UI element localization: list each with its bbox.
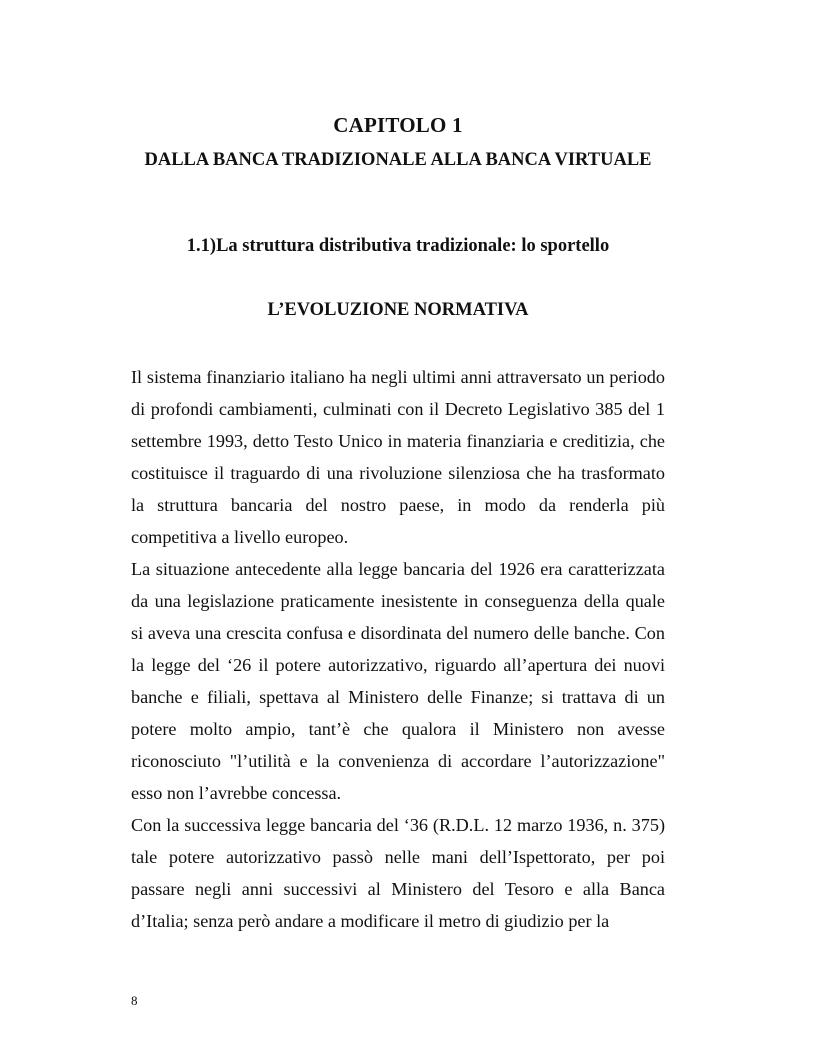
paragraph: La situazione antecedente alla legge bancaria del 1926 era caratterizzata da una legislazione praticamente inesistente in conseguenza della quale si aveva una crescita confusa e disordinata del numero delle banche. Con la legge del ‘26 il potere autorizzativo, riguardo all’apertura dei nuovi banche e filiali, spettava al Ministero delle Finanze; si trattava di un potere molto ampio, tant’è che qualora il Ministero non avesse riconosciuto "l’utilità e la convenienza di accordare l’autorizzazione" esso non l’avrebbe concessa. (131, 559, 665, 803)
chapter-title: DALLA BANCA TRADIZIONALE ALLA BANCA VIRTUALE (144, 150, 652, 170)
subsection-title: L’EVOLUZIONE NORMATIVA (267, 300, 529, 320)
section-title: 1.1)La struttura distributiva tradizionale: lo sportello (186, 236, 610, 256)
page-number: 8 (131, 993, 138, 1008)
chapter-label: CAPITOLO 1 (333, 113, 463, 137)
paragraph: Con la successiva legge bancaria del ‘36 (R.D.L. 12 marzo 1936, n. 375) tale potere autorizzativo passò nelle mani dell’Ispettorato, per poi passare negli anni successivi al Ministero del Tesoro e alla Banca d’Italia; senza però andare a modificare il metro di giudizio per la (131, 815, 665, 931)
body-text (131, 361, 665, 937)
paragraph: Il sistema finanziario italiano ha negli ultimi anni attraversato un periodo di profondi cambiamenti, culminati con il Decreto Legislativo 385 del 1 settembre 1993, detto Testo Unico in materia finanziaria e creditizia, che costituisce il traguardo di una rivoluzione silenziosa che ha trasformato la struttura bancaria del nostro paese, in modo da renderla più competitiva a livello europeo. (131, 367, 665, 547)
